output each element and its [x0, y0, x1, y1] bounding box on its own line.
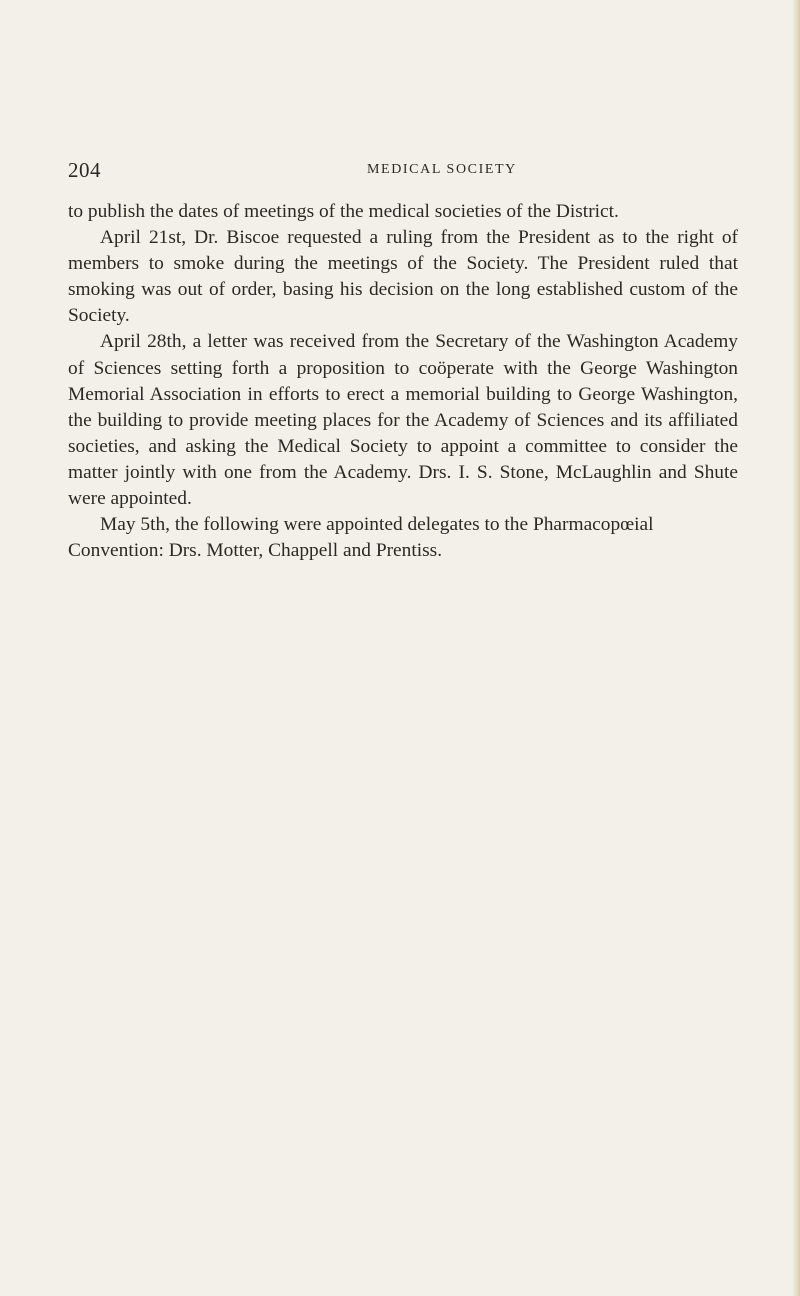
paragraph-april-28: April 28th, a letter was received from the Secretary of the Washington Academy of Sciences setting forth a proposition to coöperate with the George Washington Memorial Association in efforts to erect a memorial building to George Washington, the building to provide meeting places for the Academy of Sciences and its affiliated societies, and asking the Medical Society to appoint a committee to consider the matter jointly with one from the Academy. Drs. I. S. Stone, McLaughlin and Shute were appointed. — [68, 331, 738, 510]
body-text — [68, 199, 738, 564]
page-number: 204 — [68, 158, 101, 182]
running-head — [68, 158, 738, 182]
running-title: MEDICAL SOCIETY — [367, 162, 517, 177]
paragraph-continuation: to publish the dates of meetings of the medical societies of the District. — [68, 201, 619, 222]
paragraph-may-5: May 5th, the following were appointed delegates to the Pharmacopœial Convention: Drs. Motter, Chappell and Prentiss. — [68, 514, 654, 562]
page-edge-shadow — [792, 0, 800, 1296]
paragraph-april-21: April 21st, Dr. Biscoe requested a ruling from the President as to the right of members to smoke during the meetings of the Society. The President ruled that smoking was out of order, basing his decision on the long established custom of the Society. — [68, 227, 738, 327]
